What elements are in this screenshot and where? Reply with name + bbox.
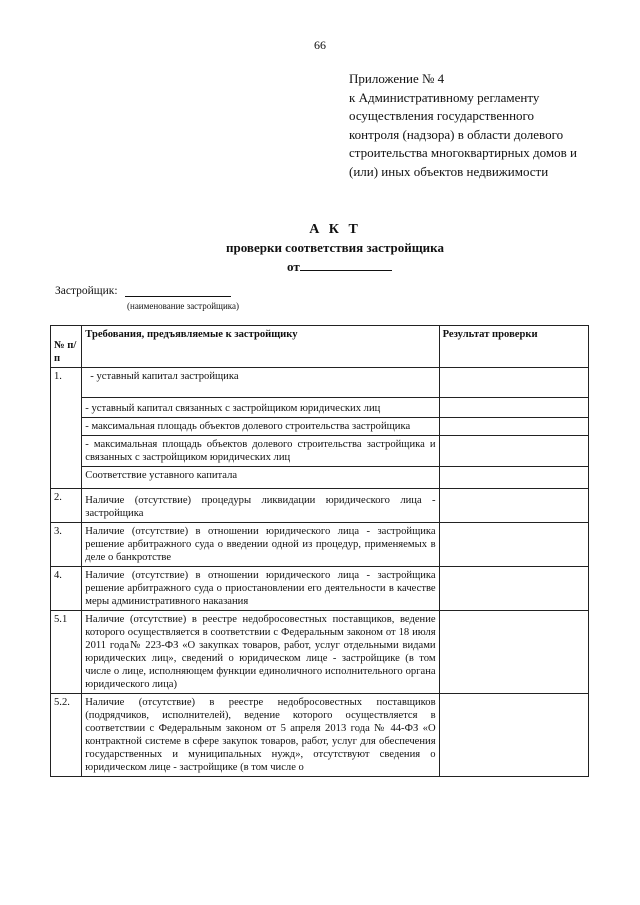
result-cell [439,398,588,418]
inspection-table [50,325,589,777]
table-row [51,694,589,777]
date-blank-line [300,258,392,271]
requirement-text: - максимальная площадь объектов долевого строительства застройщика [82,418,439,436]
table-row [51,523,589,567]
row-number: 5.2. [51,694,82,777]
requirement-text: Наличие (отсутствие) в отношении юридического лица - застройщика решение арбитражного суда о приостановлении его деятельности в качестве меры административного наказания [82,567,439,611]
result-cell [439,567,588,611]
appendix-line: осуществления государственного [349,108,535,123]
requirement-text: Наличие (отсутствие) в реестре недобросовестных поставщиков (подрядчиков, исполнителей), ведение которого осуществляется в соответствии с Федеральным законом от 5 апреля 2013 года № 44-ФЗ «О контрактной системе в сфере закупок товаров, работ, услуг для обеспечения государственных и муниципальных нужд», отсутствуют сведения о юридическом лице - застройщике (в том числе о [82,694,439,777]
appendix-line: к Административному регламенту [349,89,540,105]
table-row [51,567,589,611]
page-number: 66 [314,38,326,52]
appendix-line: (или) иных объектов недвижимости [349,163,549,179]
table-row [51,418,589,436]
requirement-text: Соответствие уставного капитала [82,467,439,489]
developer-label: Застройщик: [55,285,118,297]
act-from-label: от [287,259,300,274]
requirement-text: Наличие (отсутствие) процедуры ликвидации юридического лица - застройщика [82,489,439,523]
table-row [51,611,589,694]
result-cell [439,694,588,777]
act-subtitle: проверки соответствия застройщика [226,240,444,255]
result-cell [439,418,588,436]
row-number: 5.1 [51,611,82,694]
act-title: А К Т [309,222,361,237]
table-row [51,398,589,418]
header-result: Результат проверки [439,326,588,368]
requirement-text: Наличие (отсутствие) в отношении юридического лица - застройщика решение арбитражного суда о введении одной из процедур, применяемых в деле о банкротстве [82,523,439,567]
requirement-text: - уставный капитал связанных с застройщиком юридических лиц [82,398,439,418]
requirement-text: Наличие (отсутствие) в реестре недобросовестных поставщиков, ведение которого осуществляется в соответствии с Федеральным законом от 18 июля 2011 года№ 223-ФЗ «О закупках товаров, работ, услуг отдельными видами юридических лиц», сведений о юридическом лице - застройщике (в том числе о лице, исполняющем функции единоличного исполнительного органа юридического лица) [82,611,439,694]
result-cell [439,489,588,523]
result-cell [439,436,588,467]
row-number: 2. [51,489,82,523]
row-number: 4. [51,567,82,611]
result-cell [439,467,588,489]
developer-blank-line [125,296,231,297]
row-number: 3. [51,523,82,567]
act-date-field [287,258,392,275]
appendix-line: контроля (надзора) в области долевого [349,126,564,142]
header-requirements: Требования, предъявляемые к застройщику [82,326,439,368]
appendix-line: строительства многоквартирных домов и [349,145,577,160]
developer-hint: (наименование застройщика) [127,301,240,311]
row-number: 1. [51,368,82,489]
table-row [51,368,589,398]
header-num: № п/п [51,326,82,368]
table-row [51,436,589,467]
result-cell [439,523,588,567]
result-cell [439,368,588,398]
table-row [51,467,589,489]
appendix-line: Приложение № 4 [349,71,445,86]
requirement-text: - максимальная площадь объектов долевого строительства застройщика и связанных с застройщиком юридических лиц [82,436,439,467]
requirement-text: - уставный капитал застройщика [82,368,439,398]
table-row [51,489,589,523]
table-header-row [51,326,589,368]
result-cell [439,611,588,694]
appendix-heading [349,70,629,181]
